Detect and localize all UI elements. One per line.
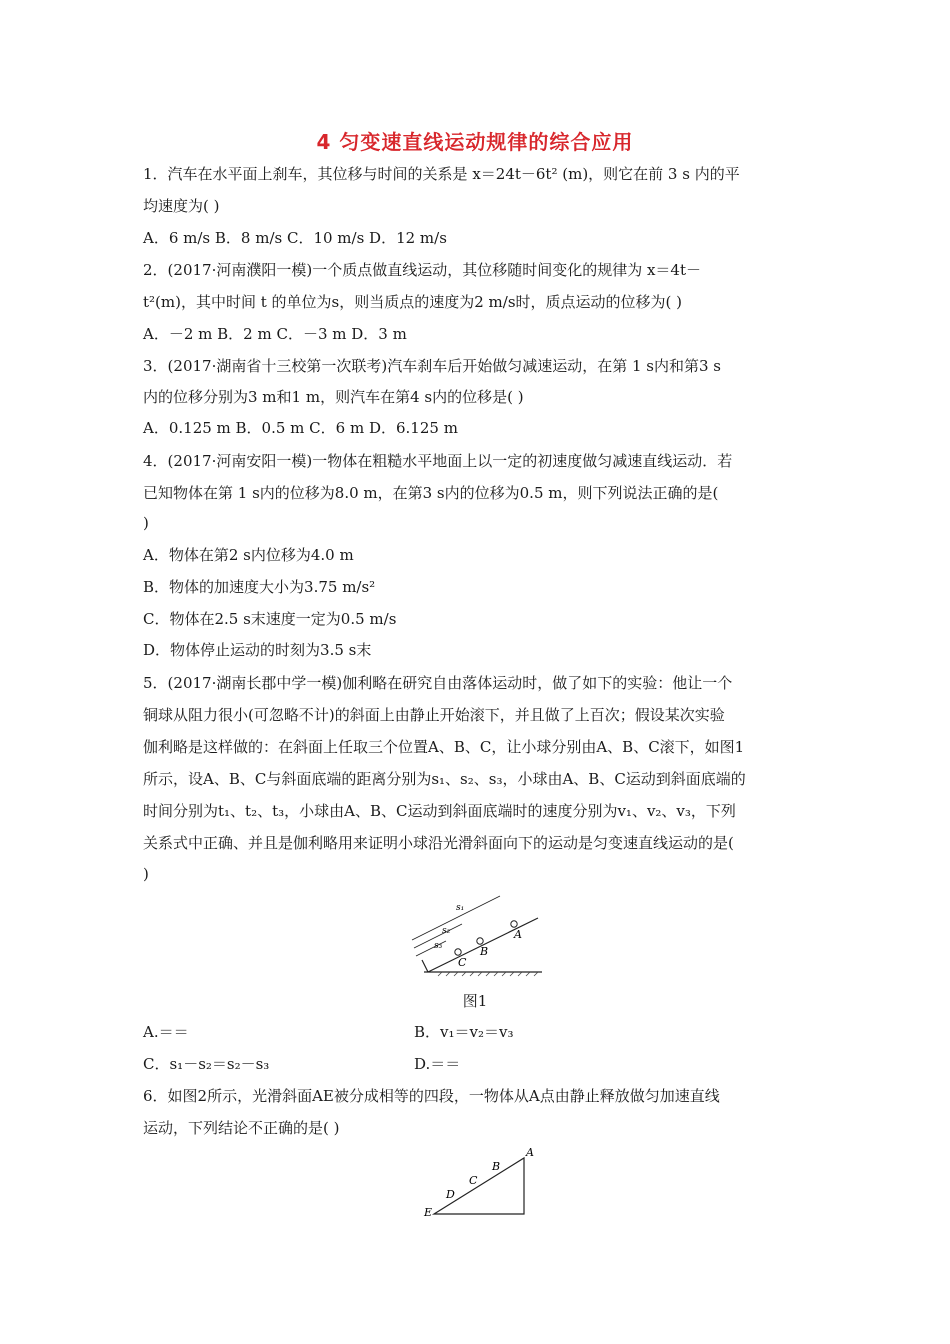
q5-line7: ) — [143, 865, 149, 883]
ball-a — [511, 921, 517, 927]
q5-line4: 所示，设A、B、C与斜面底端的距离分别为s₁、s₂、s₃，小球由A、B、C运动到斜面底端的 — [143, 770, 746, 788]
incline-figure-1 — [400, 890, 550, 980]
stopper-line — [422, 960, 428, 972]
q3-line2: 内的位移分别为3 m和1 m，则汽车在第4 s内的位移是( ) — [143, 388, 524, 406]
label-s2: s₂ — [442, 926, 451, 936]
q4-option-b: B．物体的加速度大小为3.75 m/s² — [143, 578, 376, 596]
q5-line5: 时间分别为t₁、t₂、t₃，小球由A、B、C运动到斜面底端时的速度分别为v₁、v₂、v₃，下列 — [143, 802, 736, 820]
label-c: C — [458, 956, 467, 969]
incline-triangle — [434, 1158, 524, 1214]
page-title: 4 匀变速直线运动规律的综合应用 — [316, 130, 634, 154]
q4-line2: 已知物体在第 1 s内的位移为8.0 m，在第3 s内的位移为0.5 m，则下列说法正确的是( — [143, 484, 719, 502]
q5-option-d: D.＝＝ — [414, 1055, 461, 1073]
figure-1-caption: 图1 — [462, 992, 488, 1010]
label-d: D — [446, 1188, 455, 1201]
q5-line2: 铜球从阻力很小(可忽略不计)的斜面上由静止开始滚下，并且做了上百次；假设某次实验 — [143, 706, 725, 724]
q3-options: A．0.125 m B．0.5 m C．6 m D．6.125 m — [143, 419, 458, 437]
q4-line3: ) — [143, 514, 149, 532]
q1-options: A．6 m/s B．8 m/s C．10 m/s D．12 m/s — [143, 229, 447, 247]
q5-option-a: A.＝＝ — [143, 1023, 189, 1041]
q2-line1: 2．(2017·河南濮阳一模)一个质点做直线运动，其位移随时间变化的规律为 x＝4t－ — [143, 261, 701, 279]
q1-line2: 均速度为( ) — [143, 197, 220, 215]
q6-line1: 6．如图2所示，光滑斜面AE被分成相等的四段，一物体从A点由静止释放做匀加速直线 — [143, 1087, 720, 1105]
q3-line1: 3．(2017·湖南省十三校第一次联考)汽车刹车后开始做匀减速运动，在第 1 s内和第3 s — [143, 357, 721, 375]
label-a: A — [514, 928, 522, 941]
q5-line1: 5．(2017·湖南长郡中学一模)伽利略在研究自由落体运动时，做了如下的实验：他让一个 — [143, 674, 733, 692]
q2-options: A．－2 m B．2 m C．－3 m D．3 m — [143, 325, 407, 343]
incline-figure-2 — [420, 1140, 540, 1220]
q5-line3: 伽利略是这样做的：在斜面上任取三个位置A、B、C，让小球分别由A、B、C滚下，如图1 — [143, 738, 745, 756]
label-s3: s₃ — [434, 941, 443, 951]
label-c: C — [469, 1174, 478, 1187]
label-b: B — [492, 1160, 501, 1173]
q4-option-d: D．物体停止运动的时刻为3.5 s末 — [143, 641, 372, 659]
q4-option-a: A．物体在第2 s内位移为4.0 m — [143, 546, 354, 564]
label-e: E — [424, 1206, 433, 1219]
q2-line2: t²(m)，其中时间 t 的单位为s，则当质点的速度为2 m/s时，质点运动的位移为( ) — [143, 293, 682, 311]
label-b: B — [480, 945, 489, 958]
label-s1: s₁ — [456, 903, 465, 913]
q1-line1: 1．汽车在水平面上刹车，其位移与时间的关系是 x＝24t－6t² (m)，则它在前 3 s 内的平 — [143, 165, 740, 183]
q5-option-c: C．s₁－s₂＝s₂－s₃ — [143, 1055, 270, 1073]
ball-b — [477, 938, 483, 944]
q4-option-c: C．物体在2.5 s末速度一定为0.5 m/s — [143, 610, 397, 628]
label-a: A — [526, 1146, 534, 1159]
q5-line6: 关系式中正确、并且是伽利略用来证明小球沿光滑斜面向下的运动是匀变速直线运动的是( — [143, 834, 734, 852]
q4-line1: 4．(2017·河南安阳一模)一物体在粗糙水平地面上以一定的初速度做匀减速直线运动．若 — [143, 452, 733, 470]
q6-line2: 运动，下列结论不正确的是( ) — [143, 1119, 340, 1137]
ball-c — [455, 949, 461, 955]
q5-option-b: B．v₁＝v₂＝v₃ — [414, 1023, 514, 1041]
